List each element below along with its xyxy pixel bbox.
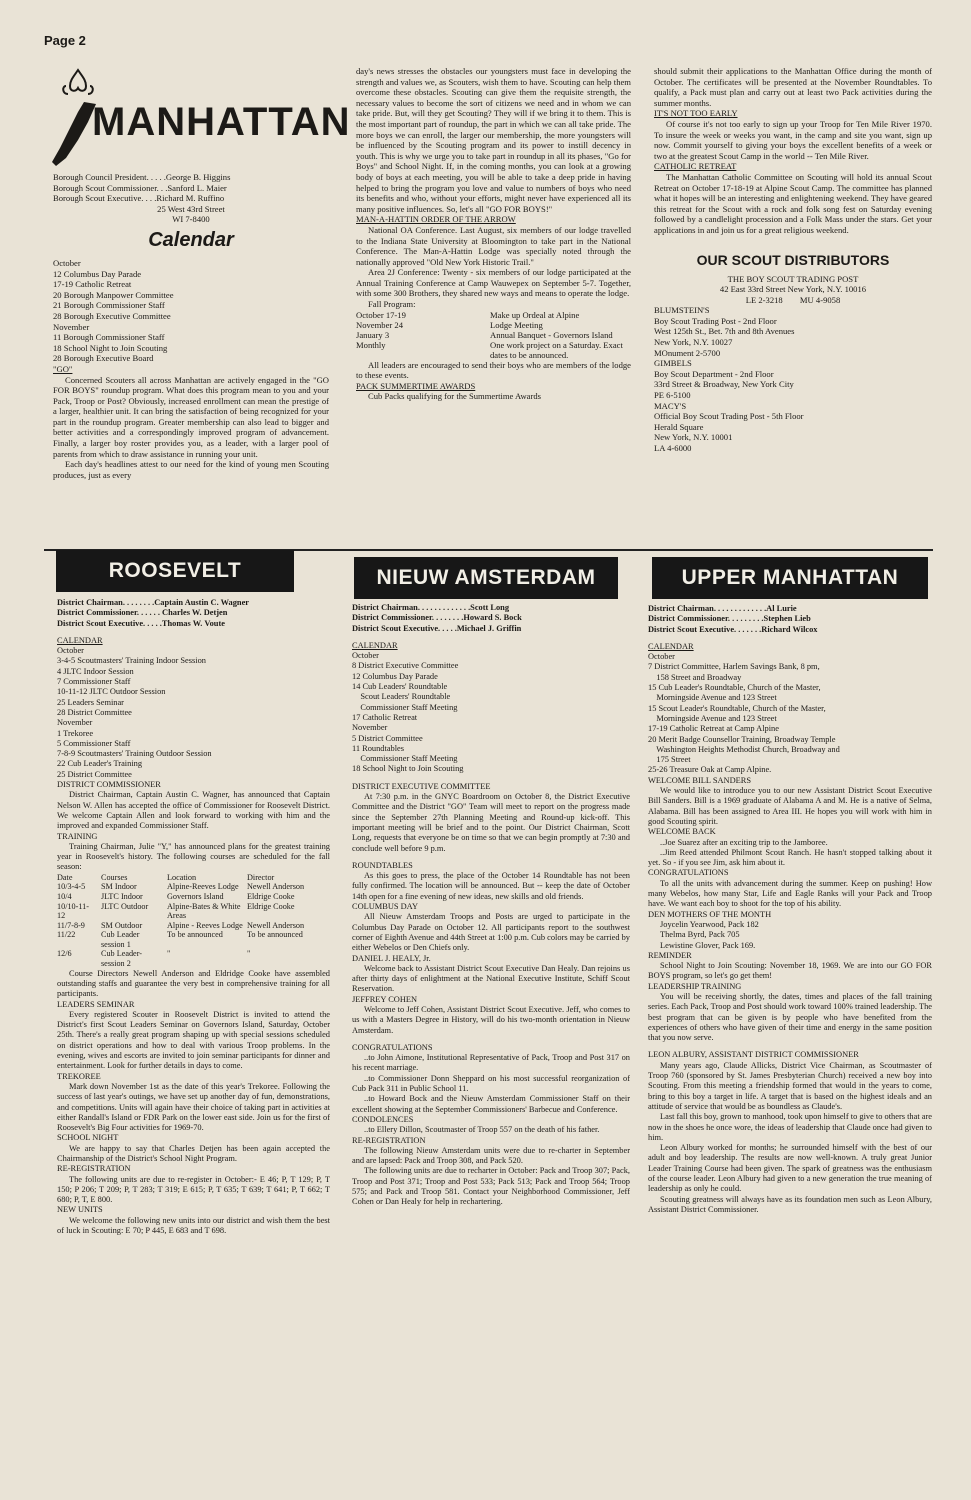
paragraph: Concerned Scouters all across Manhattan are actively engaged in the "GO FOR BOYS" roundup program. What does this program mean to you and your Pack, Troop or Post? Obviously, increased enrollment can mean the prestige of a larger, healthier unit. It can bring the satisfaction of being recognized for your part in the roundup program. Greater membership can also lead to bigger and better activities and a correspondingly improved program of advancement. Finally, a larger boy roster provides you, as a leader, with a larger pool of parents from which to draw assistance in running your unit.: [53, 374, 329, 459]
table-row: October 17-19 Make up Ordeal at Alpine: [356, 309, 580, 320]
page-number: Page 2: [44, 33, 86, 48]
distributor-line: PE 6-5100: [654, 390, 691, 401]
paragraph: ..Joe Suarez after an exciting trip to the Jamboree.: [660, 837, 828, 847]
calendar-item: 22 Cub Leader's Training: [57, 759, 143, 769]
paragraph: District Chairman, Captain Austin C. Wagner, has announced that Captain Nelson W. Allen has accepted the office of Commissioner for Roosevelt District. We welcome Captain Allen and look forward to working with him and the improved and expanded Commissioner Staff.: [57, 790, 330, 831]
distributor-line: MACY'S: [654, 400, 687, 411]
paragraph: We would like to introduce you to our new Assistant District Scout Executive Bill Sanders. Bill is a 1969 graduate of Alabama A and M. He is a native of Selma, Alabama. Bill has been assigned to Area III. He hopes you will work with him in good Scouting spirit.: [648, 786, 932, 826]
calendar-item: 20 Borough Manpower Committee: [53, 289, 174, 300]
paragraph: Course Directors Newell Anderson and Eldridge Cooke have assembled outstanding staffs and guarantee the very best in comprehensive training for all participants.: [57, 968, 330, 999]
officer-line: Borough Council President. . . . .George B. Higgins: [53, 172, 231, 182]
upper-manhattan-column: [648, 604, 932, 1484]
calendar-item: 28 Borough Executive Board: [53, 353, 154, 364]
paragraph: Scouting greatness will always have as its foundation men such as Leon Albury, Assistant District Commissioner.: [648, 1194, 932, 1214]
table-row: November 24 Lodge Meeting: [356, 319, 543, 330]
section-heading: CONGRATULATIONS: [648, 868, 729, 878]
calendar-item: 28 Borough Executive Committee: [53, 310, 171, 321]
calendar-item: Commissioner Staff Meeting: [352, 702, 458, 712]
calendar-item: November: [352, 723, 388, 733]
section-heading: LEADERSHIP TRAINING: [648, 981, 742, 991]
section-heading: CONGRATULATIONS: [352, 1042, 433, 1052]
distributor-line: BLUMSTEIN'S: [654, 305, 710, 316]
article-column-3: [654, 66, 932, 546]
calendar-item: October: [352, 651, 379, 661]
section-heading: "GO": [53, 363, 73, 374]
distributor-line: West 125th St., Bet. 7th and 8th Avenues: [654, 326, 795, 337]
section-heading: REMINDER: [648, 950, 692, 960]
paragraph: We are happy to say that Charles Detjen has been again accepted the Chairmanship of the District's School Night Program.: [57, 1143, 330, 1163]
calendar-item: 25 District Committee: [57, 769, 132, 779]
paragraph: All Nieuw Amsterdam Troops and Posts are urged to participate in the Columbus Day Parade on October 12. All participants report to the southwest corner of Eighth Avenue and 44th Street at 1:00 p.m. Cub colors may be carried by either Webelos or Den Chiefs only.: [352, 912, 630, 953]
calendar-item: 5 District Committee: [352, 733, 423, 743]
table-row: Monthly One work project on a Saturday. Exact dates to be announced.: [356, 339, 623, 360]
section-heading: SCHOOL NIGHT: [57, 1133, 119, 1143]
section-heading: TRAINING: [57, 831, 98, 841]
table-row: January 3 Annual Banquet - Governors Island: [356, 329, 613, 340]
trading-post-line: LE 2-3218 MU 4-9058: [745, 294, 841, 305]
paragraph: ..to John Aimone, Institutional Representative of Pack, Troop and Post 317 on his recent marriage.: [352, 1053, 630, 1073]
paragraph: To all the units with advancement during the summer. Keep on pushing! How many Webelos, how many Star, Life and Eagle Ranks will your Pack and Troop have. We want each boy to shoot for the top of his ability.: [648, 878, 932, 909]
section-heading: LEADERS SEMINAR: [57, 999, 135, 1009]
courses-table: [57, 873, 308, 969]
calendar-item: Commissioner Staff Meeting: [352, 754, 458, 764]
calendar-heading: Calendar: [148, 228, 234, 251]
paragraph: Welcome to Jeff Cohen, Assistant District Scout Executive. Jeff, who comes to us with a Masters Degree in History, will do his two-month orientation in Nieuw Amsterdam.: [352, 1004, 630, 1035]
fall-program-label: Fall Program:: [368, 299, 416, 310]
section-heading: IT'S NOT TOO EARLY: [654, 108, 738, 119]
paragraph: Of course it's not too early to sign up your Troop for Ten Mile River 1970. To insure the week or weeks you want, in the camp and site you want, sign up now. Commit yourself to giving your boys the excellent benefits of a week or two at the greatest Scout Camp in the world -- Ten Mile River.: [654, 118, 932, 161]
calendar-item: Morningside Avenue and 123 Street: [648, 713, 777, 723]
section-heading: CALENDAR: [648, 641, 694, 651]
paragraph: The Manhattan Catholic Committee on Scouting will hold its annual Scout Retreat on October 17-18-19 at Alpine Scout Camp. The committee has planned what it hopes will be an interesting and enlightening weekend. They have geared this retreat for the Scout with a rock and folk song fest on Saturday evening followed by a candlelight procession and a Folk Mass under the stars. Get your applications in and join us for a great religious weekend.: [654, 171, 932, 235]
calendar-item: 7 District Committee, Harlem Savings Bank, 8 pm,: [648, 662, 820, 672]
distributor-line: GIMBELS: [654, 358, 692, 369]
distributor-line: MOnument 2-5700: [654, 347, 721, 358]
table-row: 11/7-8-9 SM Outdoor Alpine - Reeves Lodge Newell Anderson: [57, 920, 305, 930]
calendar-item: October: [53, 257, 81, 268]
officer-line: District Scout Executive. . . . .Thomas W. Voute: [57, 618, 225, 628]
paragraph: Mark down November 1st as the date of this year's Trekoree. Following the success of last year's outings, we have set up another day of fun, demonstrations, and competitions. Units will again have their choice of taking part in activities at either Randall's Island or FDR Park on the lower east side. Join us for the first of Roosevelt's Big Four activities for 1969-70.: [57, 1081, 330, 1133]
manhattan-column: [53, 172, 329, 540]
officer-line: District Chairman. . . . . . . .Captain Austin C. Wagner: [57, 598, 250, 607]
distributor-line: 33rd Street & Broadway, New York City: [654, 379, 794, 390]
paragraph: ..to Ellery Dillon, Scoutmaster of Troop 557 on the death of his father.: [364, 1125, 600, 1135]
roosevelt-column: [57, 598, 330, 1478]
calendar-item: 18 School Night to Join Scouting: [352, 764, 464, 774]
section-heading: DISTRICT EXECUTIVE COMMITTEE: [352, 781, 491, 791]
paragraph: ..to Commissioner Donn Sheppard on his most successful reorganization of Cub Pack 311 in Public School 11.: [352, 1073, 630, 1094]
officer-line: Borough Scout Executive. . . .Richard M. Ruffino: [53, 193, 225, 204]
paragraph: ..Jim Reed attended Philmont Scout Ranch. He hasn't stopped talking about it yet. So - if you see Jim, ask him about it.: [648, 847, 932, 868]
calendar-item: Washington Heights Methodist Church, Broadway and: [648, 744, 840, 754]
paragraph: At 7:30 p.m. in the GNYC Boardroom on October 8, the District Executive Committee and the District "GO" Team will meet to report on the progress made since the September 27th Planning Meeting and Round-up kick-off. This important meeting will be brief and to the point. Our District Chairman, Scott Long, requests that everyone be on time so that we can begin promptly at 7:30 and conclude well before 9 p.m.: [352, 792, 630, 853]
calendar-item: 175 Street: [648, 755, 691, 765]
calendar-item: 15 Cub Leader's Roundtable, Church of the Master,: [648, 683, 821, 693]
paragraph: should submit their applications to the Manhattan Office during the month of October. The certificates will be presented at the November Roundtables. To qualify, a Pack must plan and carry out at least two Pack activities during the summer months.: [654, 66, 932, 108]
paragraph: The following Nieuw Amsterdam units were due to re-charter in September and are lapsed: Pack and Troop 308, and Pack 520.: [352, 1145, 630, 1166]
calendar-item: November: [57, 718, 93, 728]
trading-post-line: THE BOY SCOUT TRADING POST: [727, 273, 859, 284]
section-heading: CONDOLENCES: [352, 1114, 414, 1124]
calendar-item: 17-19 Catholic Retreat at Camp Alpine: [648, 724, 779, 734]
paragraph: Many years ago, Claude Allicks, District Vice Chairman, as Scoutmaster of Troop 760 (sponsored by St. James Presbyterian Church) received a new boy into Scouting. From this meeting a friendship formed that would in the years to come, bring to this boy a target in life. A target that is based on the highest ideals and an attitude of service that would be as boundless as Claude's.: [648, 1060, 932, 1111]
calendar-item: 18 School Night to Join Scouting: [53, 342, 168, 353]
calendar-item: 17-19 Catholic Retreat: [53, 279, 132, 290]
list-item: Lewistine Glover, Pack 169.: [660, 940, 756, 950]
calendar-item: 28 District Committee: [57, 707, 132, 717]
section-heading: WELCOME BILL SANDERS: [648, 775, 751, 785]
section-heading: CATHOLIC RETREAT: [654, 161, 737, 172]
paragraph: Each day's headlines attest to our need for the kind of young men Scouting produces, just as every: [53, 459, 329, 480]
paragraph: Last fall this boy, grown to manhood, took upon himself to give to others that are now in the shoes he once wore, the ideas of leadership that Claude once had given to him.: [648, 1112, 932, 1142]
section-heading: CALENDAR: [57, 635, 103, 645]
article-column-2: [356, 66, 631, 540]
paragraph: Area 2J Conference: Twenty - six members of our lodge participated at the Annual Training Conference at Camp Wauwepex on September 5-7. Together, with some 300 Brothers, they shared new ways and means to operate the lodge.: [356, 267, 631, 299]
calendar-item: Morningside Avenue and 123 Street: [648, 693, 777, 703]
calendar-item: 5 Commissioner Staff: [57, 738, 131, 748]
section-heading: CALENDAR: [352, 640, 398, 650]
distributor-line: Boy Scout Department - 2nd Floor: [654, 368, 774, 379]
nieuw-amsterdam-banner: NIEUW AMSTERDAM: [354, 557, 618, 599]
calendar-item: 1 Trekoree: [57, 728, 94, 738]
section-heading: DISTRICT COMMISSIONER: [57, 780, 161, 790]
paragraph: As this goes to press, the place of the October 14 Roundtable has not been fully confirmed. The location will be announced. But -- keep the date of October 14th open for a fine evening of new ideas, new skills and old friends.: [352, 871, 630, 901]
calendar-item: 8 District Executive Committee: [352, 661, 459, 671]
distributor-line: LA 4-6000: [654, 443, 692, 453]
paragraph: Leon Albury worked for months; he surrounded himself with the best of our adult and boy leadership. The results are now well-known. A truly great Junior Leader Training Course had been given. The spark of greatness was the enthusiasm of the course leader. Leon Albury had given to a new generation the true meaning of leadership as only he could.: [648, 1143, 932, 1194]
section-heading: DANIEL J. HEALY, Jr.: [352, 953, 431, 963]
calendar-item: 4 JLTC Indoor Session: [57, 666, 134, 676]
table-header-row: Date Courses Location Director: [57, 872, 275, 882]
calendar-item: 25 Leaders Seminar: [57, 697, 124, 707]
calendar-item: 12 Columbus Day Parade: [352, 671, 438, 681]
calendar-item: 158 Street and Broadway: [648, 672, 742, 682]
section-heading: DEN MOTHERS OF THE MONTH: [648, 909, 772, 919]
distributor-line: New York, N.Y. 10027: [654, 337, 733, 348]
officer-line: Borough Scout Commissioner. . .Sanford L. Maier: [53, 182, 227, 193]
manhattan-title: MANHATTAN: [92, 100, 351, 144]
calendar-item: 10-11-12 JLTC Outdoor Session: [57, 687, 166, 697]
calendar-item: 7 Commissioner Staff: [57, 677, 131, 687]
section-heading: WELCOME BACK: [648, 827, 716, 837]
section-heading: MAN-A-HATTIN ORDER OF THE ARROW: [356, 214, 516, 225]
section-heading: RE-REGISTRATION: [57, 1164, 131, 1174]
section-heading: JEFFREY COHEN: [352, 994, 418, 1004]
distributors-title: OUR SCOUT DISTRIBUTORS: [696, 251, 890, 268]
trading-post-line: 42 East 33rd Street New York, N.Y. 10016: [719, 284, 867, 295]
paragraph: Cub Packs qualifying for the Summertime Awards: [368, 391, 541, 402]
distributor-line: New York, N.Y. 10001: [654, 432, 733, 443]
distributor-line: Herald Square: [654, 421, 704, 432]
calendar-item: October: [648, 652, 675, 662]
section-heading: COLUMBUS DAY: [352, 902, 419, 912]
table-row: 10/3-4-5 SM Indoor Alpine-Reeves Lodge Newell Anderson: [57, 882, 305, 892]
paragraph: You will be receiving shortly, the dates, times and places of the fall training series. Each Pack, Troop and Post should work toward 100% trained leadership. The best program that can be given is by people who have benefited from the experiences of others who have given of their time and energy in the same position that you now serve.: [648, 991, 932, 1043]
calendar-item: 7-8-9 Scoutmasters' Training Outdoor Session: [57, 749, 212, 759]
calendar-item: November: [53, 321, 90, 332]
officer-line: District Commissioner. . . . . . . .Howard S. Bock: [352, 613, 522, 623]
paragraph: Welcome back to Assistant District Scout Executive Dan Healy. Dan rejoins us after thirty days of enlightment at the National Executive Institute, Schiff Scout Reservation.: [352, 963, 630, 994]
calendar-item: 25-26 Treasure Oak at Camp Alpine.: [648, 765, 772, 775]
fall-program-table: [356, 310, 631, 360]
distributor-line: Official Boy Scout Trading Post - 5th Floor: [654, 411, 804, 422]
list-item: Joycelin Yearwood, Pack 182: [660, 919, 759, 929]
section-heading: TREKOREE: [57, 1071, 101, 1081]
office-address: 25 West 43rd Street: [157, 203, 225, 214]
distributor-line: Boy Scout Trading Post - 2nd Floor: [654, 315, 777, 326]
paragraph: All leaders are encouraged to send their boys who are members of the lodge to these events.: [356, 359, 631, 381]
table-row: 10/10-11-12 JLTC Outdoor Alpine-Bates & White Areas Eldrige Cooke: [57, 901, 295, 921]
list-item: Thelma Byrd, Pack 705: [660, 930, 740, 940]
officer-line: District Commissioner. . . . . . Charles W. Detjen: [57, 608, 228, 618]
calendar-item: 11 Roundtables: [352, 743, 405, 753]
paragraph: National OA Conference. Last August, six members of our lodge travelled to the Indiana State University at Bloomington to take part in the National Conference. The Man-A-Hattin Lodge was specially noted through the nationally approved "Old New York Historic Trail.": [356, 224, 631, 267]
calendar-item: Scout Leaders' Roundtable: [352, 692, 451, 702]
section-heading: LEON ALBURY, ASSISTANT DISTRICT COMMISSIONER: [648, 1050, 859, 1060]
paragraph: Training Chairman, Julie "Y," has announced plans for the greatest training year in Roosevelt's history. The following courses are scheduled for the fall season:: [57, 841, 330, 872]
officer-line: District Chairman. . . . . . . . . . . . .Al Lurie: [648, 604, 797, 613]
paragraph: The following units are due to re-register in October:- E 46; P, T 129; P, T 150; P 206; T 209; P, T 283; T 319; E 615; P, T 635; T 639; T 641; P, T 662; T 680; P, T, E 800.: [57, 1174, 330, 1205]
officer-line: District Scout Executive. . . . .Michael J. Griffin: [352, 623, 522, 633]
calendar-item: 21 Borough Commissioner Staff: [53, 300, 165, 311]
officer-line: District Chairman. . . . . . . . . . . . .Scott Long: [352, 603, 510, 612]
paragraph: The following units are due to recharter in October: Pack and Troop 307; Pack, Troop and Post 371; Troop and Post 533; Pack 513; Pack and Troop 564; Troop 575; and Pack and Troop 581. Contact your Neighborhood Commissioner, Jeff Cohen or Dan Healy for help in rechartering.: [352, 1166, 630, 1207]
upper-manhattan-banner: UPPER MANHATTAN: [652, 557, 928, 599]
calendar-item: October: [57, 646, 84, 656]
calendar-item: 3-4-5 Scoutmasters' Training Indoor Session: [57, 656, 206, 666]
section-heading: ROUNDTABLES: [352, 860, 413, 870]
officer-line: District Commissioner. . . . . . . . .Stephen Lieb: [648, 614, 811, 624]
table-row: 11/22 Cub Leader session 1 To be announced To be announced: [57, 930, 303, 949]
nieuw-amsterdam-column: [352, 603, 630, 1483]
table-row: 12/6 Cub Leader-session 2 " ": [57, 949, 251, 969]
paragraph: School Night to Join Scouting: November 18, 1969. We are into our GO FOR BOYS program, so let's go get them!: [648, 961, 932, 981]
calendar-item: 11 Borough Commissioner Staff: [53, 332, 165, 343]
paragraph: Every registered Scouter in Roosevelt District is invited to attend the District's first Scout Leaders Seminar on Governors Island, Saturday, October 25th. There's a really great program shaping up with special sessions scheduled on district operations and how to deal with various Troop problems. In the evening, wives and escorts are invited to join seminar participants for dinner and entertainment. Look for further details in days to come.: [57, 1009, 330, 1071]
paragraph: ..to Howard Bock and the Nieuw Amsterdam Commissioner Staff on their excellent showing at the September Commissioners' Barbecue and Conference.: [352, 1094, 630, 1114]
calendar-item: 20 Merit Badge Counsellor Training, Broadway Temple: [648, 734, 836, 744]
officer-line: District Scout Executive. . . . . . .Richard Wilcox: [648, 624, 818, 634]
roosevelt-banner: ROOSEVELT: [56, 550, 294, 592]
section-heading: RE-REGISTRATION: [352, 1135, 426, 1145]
calendar-item: 17 Catholic Retreat: [352, 712, 418, 722]
table-row: 10/4 JLTC Indoor Governors Island Eldrige Cooke: [57, 891, 295, 901]
paragraph: day's news stresses the obstacles our youngsters must face in developing the strength and values we, as Scouters, wish them to have. Scouting can help them overcome these obstacles. Scouting can give them the requisite strength, the necessary values to become the sort of citizens we need and in whom we can take pride. But, will they get Scouting? They will if we bring it to them. This is the most important part of roundup, the part in which we can all take pride. The more boys we can enroll, the larger our membership, the more youngsters will be influenced by the Scouting program and its power to instill decency in youth. This is why we urge you to take part in roundup in all its phases, "Go for Boys" and School Night. If, in the coming months, you can look at a growing body of boys at each meeting, you will be able to take a deep pride in having helped to bring the program you love and value to numbers of boys who need its benefits and who, without your efforts, might never have experienced all its many positive influences. So, let's all "GO FOR BOYS!": [356, 66, 631, 214]
office-phone: WI 7-8400: [172, 214, 210, 225]
calendar-item: 14 Cub Leaders' Roundtable: [352, 682, 448, 692]
calendar-item: 12 Columbus Day Parade: [53, 268, 142, 279]
section-heading: PACK SUMMERTIME AWARDS: [356, 380, 476, 391]
paragraph: We welcome the following new units into our district and wish them the best of luck in Scouting: E 70; P 445, E 683 and T 698.: [57, 1215, 330, 1236]
calendar-item: 15 Scout Leader's Roundtable, Church of the Master,: [648, 703, 826, 713]
section-heading: NEW UNITS: [57, 1205, 103, 1215]
